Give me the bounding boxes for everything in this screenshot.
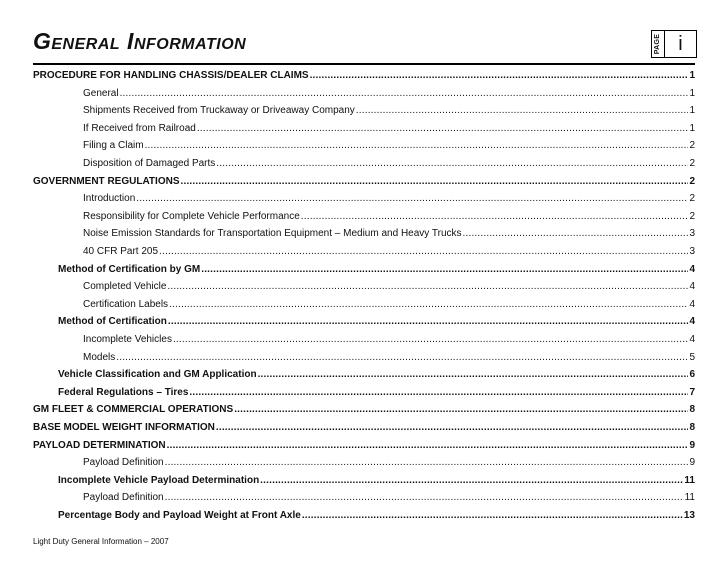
- toc-entry[interactable]: [33, 417, 695, 434]
- dot-leader: [356, 104, 689, 117]
- toc-entry-title: 40 CFR Part 205: [83, 246, 159, 257]
- toc-entry-title: BASE MODEL WEIGHT INFORMATION: [33, 422, 215, 433]
- toc-entry[interactable]: [83, 294, 695, 311]
- toc-entry[interactable]: [83, 452, 695, 469]
- toc-entry-page: 11: [684, 474, 695, 486]
- toc-entry-page: 1: [689, 122, 695, 134]
- toc-entry[interactable]: [83, 487, 695, 504]
- toc-entry[interactable]: [83, 329, 695, 346]
- toc-entry-title: PROCEDURE FOR HANDLING CHASSIS/DEALER CLAIMS: [33, 70, 309, 81]
- toc-entry-page: 11: [684, 492, 695, 504]
- toc-entry-title: General: [83, 87, 119, 99]
- toc-entry[interactable]: [58, 505, 695, 522]
- toc-entry-page: 13: [683, 510, 695, 521]
- dot-leader: [260, 474, 683, 487]
- toc-entry[interactable]: [58, 311, 695, 328]
- toc-entry[interactable]: [83, 118, 695, 135]
- dot-leader: [145, 139, 689, 152]
- toc-entry-title: Introduction: [83, 193, 136, 205]
- toc-entry-title: Noise Emission Standards for Transportation Equipment – Medium and Heavy Trucks: [83, 228, 462, 240]
- toc-entry-title: Incomplete Vehicle Payload Determination: [58, 474, 260, 486]
- dot-leader: [234, 403, 688, 416]
- toc-entry-title: Federal Regulations – Tires: [58, 386, 189, 398]
- toc-entry-page: 4: [689, 334, 695, 345]
- toc-entry[interactable]: [58, 259, 695, 276]
- toc-entry-title: Vehicle Classification and GM Application: [58, 369, 257, 381]
- toc-entry-page: 7: [689, 386, 695, 398]
- toc-entry-page: 2: [689, 158, 695, 169]
- toc-entry-page: 1: [689, 87, 695, 99]
- toc-entry-page: 2: [689, 140, 695, 152]
- dot-leader: [180, 175, 688, 188]
- toc-entry-page: 6: [689, 369, 695, 381]
- toc-entry[interactable]: [58, 382, 695, 399]
- toc-entry-page: 8: [689, 422, 695, 433]
- toc-entry[interactable]: [33, 171, 695, 188]
- toc-entry-title: If Received from Railroad: [83, 122, 196, 134]
- dot-leader: [189, 386, 688, 399]
- toc-entry-title: Responsibility for Complete Vehicle Performance: [83, 210, 300, 222]
- toc-entry[interactable]: [83, 100, 695, 117]
- toc-entry[interactable]: [83, 347, 695, 364]
- toc-entry-title: Method of Certification: [58, 316, 167, 328]
- dot-leader: [165, 491, 684, 504]
- toc-entry-page: 2: [689, 210, 695, 222]
- toc-entry-title: PAYLOAD DETERMINATION: [33, 439, 166, 451]
- footer-text: Light Duty General Information – 2007: [33, 537, 169, 546]
- toc-entry-title: Shipments Received from Truckaway or Driveaway Company: [83, 105, 355, 117]
- toc-entry-title: Disposition of Damaged Parts: [83, 158, 216, 169]
- dot-leader: [463, 227, 689, 240]
- dot-leader: [167, 280, 688, 293]
- toc-entry-title: Models: [83, 351, 116, 363]
- dot-leader: [216, 421, 689, 434]
- toc-entry[interactable]: [83, 83, 695, 100]
- toc-entry-page: 4: [689, 263, 695, 275]
- toc-entry-page: 1: [689, 70, 695, 81]
- toc-entry-title: GOVERNMENT REGULATIONS: [33, 175, 180, 187]
- dot-leader: [201, 263, 688, 276]
- page-title: General Information: [33, 28, 247, 54]
- toc-entry-title: Payload Definition: [83, 457, 164, 469]
- toc-entry-title: Filing a Claim: [83, 140, 144, 152]
- toc-entry-title: Incomplete Vehicles: [83, 334, 172, 345]
- toc-entry-title: Completed Vehicle: [83, 281, 167, 293]
- toc-entry[interactable]: [33, 435, 695, 452]
- dot-leader: [168, 315, 689, 328]
- dot-leader: [216, 157, 688, 170]
- toc-entry[interactable]: [58, 470, 695, 487]
- toc-entry-page: 1: [689, 105, 695, 117]
- toc-entry-title: GM FLEET & COMMERCIAL OPERATIONS: [33, 404, 234, 416]
- toc-entry[interactable]: [33, 399, 695, 416]
- dot-leader: [116, 351, 688, 364]
- toc-entry-title: Certification Labels: [83, 298, 169, 310]
- toc-entry-page: 2: [689, 193, 695, 205]
- toc-entry-page: 4: [689, 316, 695, 328]
- dot-leader: [165, 456, 689, 469]
- toc-entry-page: 4: [689, 281, 695, 293]
- toc-entry-page: 9: [689, 457, 695, 469]
- toc-entry[interactable]: [83, 223, 695, 240]
- toc-entry[interactable]: [83, 206, 695, 223]
- page-label: PAGE: [654, 33, 661, 55]
- toc-entry[interactable]: [83, 241, 695, 258]
- toc-entry-page: 2: [689, 175, 695, 187]
- toc-entry-page: 9: [689, 439, 695, 451]
- dot-leader: [159, 245, 688, 258]
- toc-entry-page: 3: [689, 246, 695, 257]
- dot-leader: [120, 87, 689, 100]
- toc-entry[interactable]: [58, 364, 695, 381]
- toc-entry[interactable]: [83, 153, 695, 170]
- toc-entry-page: 5: [689, 351, 695, 363]
- toc-entry[interactable]: [83, 276, 695, 293]
- toc-entry-title: Method of Certification by GM: [58, 263, 201, 275]
- dot-leader: [169, 298, 688, 311]
- dot-leader: [167, 439, 689, 452]
- toc-entry-title: Percentage Body and Payload Weight at Front Axle: [58, 510, 301, 521]
- page-number: i: [664, 30, 697, 58]
- dot-leader: [310, 69, 689, 82]
- toc-entry[interactable]: [33, 65, 695, 82]
- dot-leader: [173, 333, 688, 346]
- toc-entry[interactable]: [83, 135, 695, 152]
- dot-leader: [136, 192, 688, 205]
- toc-entry-title: Payload Definition: [83, 492, 164, 504]
- toc-entry-page: 3: [689, 228, 695, 240]
- dot-leader: [302, 509, 683, 522]
- dot-leader: [258, 368, 689, 381]
- toc-entry-page: 8: [689, 404, 695, 416]
- toc-entry-page: 4: [689, 298, 695, 310]
- toc-entry[interactable]: [83, 188, 695, 205]
- dot-leader: [197, 122, 689, 135]
- dot-leader: [301, 210, 689, 223]
- page-label-box: [651, 30, 664, 58]
